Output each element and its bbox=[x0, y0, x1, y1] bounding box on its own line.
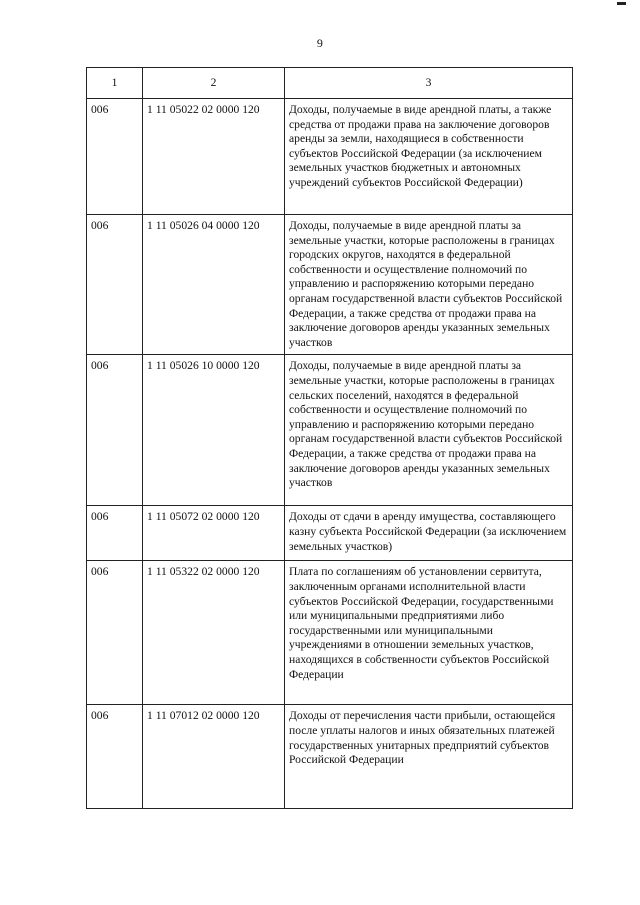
column-header-1: 1 bbox=[87, 68, 143, 99]
table-row bbox=[87, 99, 573, 215]
kbk-code-cell: 1 11 07012 02 0000 120 bbox=[143, 705, 285, 809]
kbk-code-cell: 1 11 05026 04 0000 120 bbox=[143, 215, 285, 355]
description-cell: Доходы, получаемые в виде арендной платы за земельные участки, которые расположены в границах городских округов, находятся в федеральной собственности и осуществление полномочий по управлению и распоряжению которыми передано органам государственной власти субъектов Российской Федерации, а также средства от продажи права на заключение договоров аренды указанных земельных участков bbox=[285, 215, 573, 355]
description-cell: Доходы, получаемые в виде арендной платы за земельные участки, которые расположены в границах сельских поселений, находятся в федеральной собственности и осуществление полномочий по управлению и распоряжению которыми передано органам государственной власти субъектов Российской Федерации, а также средства от продажи права на заключение договоров аренды указанных земельных участков bbox=[285, 355, 573, 506]
column-header-3: 3 bbox=[285, 68, 573, 99]
table-header-row bbox=[87, 68, 573, 99]
description-cell: Доходы, получаемые в виде арендной платы, а также средства от продажи права на заключение договоров аренды за земли, находящиеся в собственности субъектов Российской Федерации (за исключением земельных участков бюджетных и автономных учреждений субъектов Российской Федерации) bbox=[285, 99, 573, 215]
table-row bbox=[87, 506, 573, 561]
admin-code-cell: 006 bbox=[87, 506, 143, 561]
kbk-code-cell: 1 11 05322 02 0000 120 bbox=[143, 561, 285, 705]
admin-code-cell: 006 bbox=[87, 355, 143, 506]
admin-code-cell: 006 bbox=[87, 99, 143, 215]
kbk-code-cell: 1 11 05072 02 0000 120 bbox=[143, 506, 285, 561]
description-cell: Доходы от перечисления части прибыли, остающейся после уплаты налогов и иных обязательных платежей государственных унитарных предприятий субъектов Российской Федерации bbox=[285, 705, 573, 809]
revenue-codes-table bbox=[86, 67, 573, 809]
kbk-code-cell: 1 11 05022 02 0000 120 bbox=[143, 99, 285, 215]
table-row bbox=[87, 215, 573, 355]
page-number: 9 bbox=[316, 36, 324, 50]
scan-corner-mark bbox=[617, 2, 626, 5]
description-cell: Плата по соглашениям об установлении сервитута, заключенным органами исполнительной власти субъектов Российской Федерации, государственными или муниципальными предприятиями либо государственными или муниципальными учреждениями в отношении земельных участков, находящихся в собственности субъектов Российской Федерации bbox=[285, 561, 573, 705]
kbk-code-cell: 1 11 05026 10 0000 120 bbox=[143, 355, 285, 506]
table-row bbox=[87, 705, 573, 809]
table-row bbox=[87, 561, 573, 705]
admin-code-cell: 006 bbox=[87, 215, 143, 355]
description-cell: Доходы от сдачи в аренду имущества, составляющего казну субъекта Российской Федерации (за исключением земельных участков) bbox=[285, 506, 573, 561]
admin-code-cell: 006 bbox=[87, 705, 143, 809]
table-row bbox=[87, 355, 573, 506]
admin-code-cell: 006 bbox=[87, 561, 143, 705]
column-header-2: 2 bbox=[143, 68, 285, 99]
